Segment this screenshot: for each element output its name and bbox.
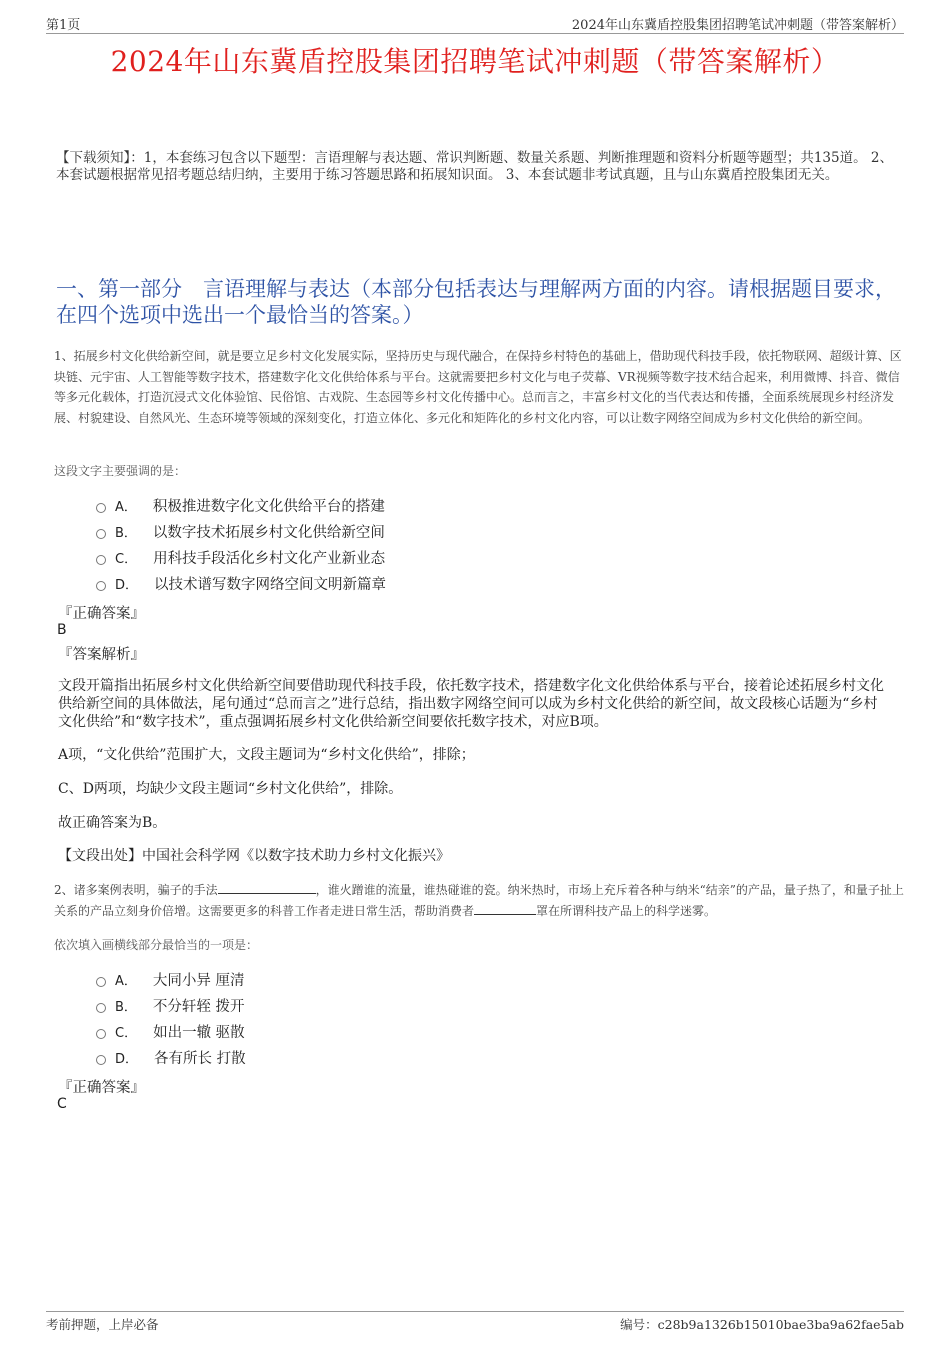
radio-icon[interactable]: [96, 503, 106, 513]
question-1-answer: B: [57, 622, 67, 638]
radio-icon[interactable]: [96, 977, 106, 987]
document-title: 2024年山东冀盾控股集团招聘笔试冲刺题（带答案解析）: [110, 45, 840, 78]
question-1-stem: 这段文字主要强调的是：: [54, 464, 187, 478]
question-2-stem: 依次填入画横线部分最恰当的一项是：: [54, 938, 259, 952]
question-1-answer-label: 『正确答案』: [58, 606, 145, 622]
question-1-source: 【文段出处】中国社会科学网《以数字技术助力乡村文化振兴》: [58, 848, 450, 864]
question-2-answer-label: 『正确答案』: [58, 1080, 145, 1096]
radio-icon[interactable]: [96, 1029, 106, 1039]
option-d[interactable]: D． 各有所长 打散: [96, 1044, 246, 1070]
header-divider: [46, 33, 904, 34]
question-1-analysis-para-1: 文段开篇指出拓展乡村文化供给新空间要借助现代科技手段，依托数字技术，搭建数字化文化供给体系与平台，接着论述拓展乡村文化供给新空间的具体做法，尾句通过“总而言之”进行总结，指出数字网络空间可以成为乡村文化供给的新空间，故文段核心话题为“乡村文化供给”和“数字技术”，重点强调拓展乡村文化供给新空间要依托数字技术，对应B项。: [58, 678, 884, 730]
header-doc-title: 2024年山东冀盾控股集团招聘笔试冲刺题（带答案解析）: [571, 18, 904, 33]
section-heading: 一、第一部分 言语理解与表达（本部分包括表达与理解两方面的内容。请根据题目要求，在四个选项中选出一个最恰当的答案。）: [56, 277, 896, 327]
fill-blank-1: [218, 881, 316, 894]
radio-icon[interactable]: [96, 529, 106, 539]
option-b[interactable]: B． 以数字技术拓展乡村文化供给新空间: [96, 518, 386, 544]
question-1-analysis-para-3: C、D两项，均缺少文段主题词“乡村文化供给”，排除。: [58, 781, 403, 797]
option-b[interactable]: B． 不分轩轾 拨开: [96, 992, 246, 1018]
fill-blank-2: [474, 902, 536, 915]
question-2-options: [96, 966, 246, 1070]
option-d[interactable]: D． 以技术谱写数字网络空间文明新篇章: [96, 570, 386, 596]
radio-icon[interactable]: [96, 581, 106, 591]
footer-slogan: 考前押题，上岸必备: [46, 1317, 159, 1332]
question-2-answer: C: [57, 1096, 67, 1112]
option-a[interactable]: A． 积极推进数字化文化供给平台的搭建: [96, 492, 386, 518]
question-1-options: [96, 492, 386, 596]
footer-doc-id: 编号：c28b9a1326b15010bae3ba9a62fae5ab: [620, 1317, 904, 1332]
radio-icon[interactable]: [96, 555, 106, 565]
page-number: 第1页: [46, 18, 81, 33]
footer-divider: [46, 1311, 904, 1312]
option-c[interactable]: C． 用科技手段活化乡村文化产业新业态: [96, 544, 386, 570]
question-2-text: 2、诸多案例表明，骗子的手法 ，谁火蹭谁的流量，谁热碰谁的瓷。纳米热时，市场上充斥着各种与纳米“结亲”的产品，量子热了，和量子扯上关系的产品立刻身价倍增。这需要更多的科普工作者走进日常生活，帮助消费者 罩在所谓科技产品上的科学迷雾。: [54, 883, 904, 918]
radio-icon[interactable]: [96, 1003, 106, 1013]
download-notice: 【下载须知】：1，本套练习包含以下题型：言语理解与表达题、常识判断题、数量关系题、判断推理题和资料分析题等题型；共135道。 2、本套试题根据常见招考题总结归纳，主要用于练习答题思路和拓展知识面。 3、本套试题非考试真题，且与山东冀盾控股集团无关。: [56, 150, 893, 183]
question-1-analysis-para-2: A项，“文化供给”范围扩大，文段主题词为“乡村文化供给”，排除；: [58, 747, 475, 763]
radio-icon[interactable]: [96, 1055, 106, 1065]
page-header: [46, 14, 904, 34]
page-footer: [46, 1315, 904, 1335]
option-c[interactable]: C． 如出一辙 驱散: [96, 1018, 246, 1044]
question-1-analysis-label: 『答案解析』: [58, 647, 145, 663]
option-a[interactable]: A． 大同小异 厘清: [96, 966, 246, 992]
question-1-analysis-para-4: 故正确答案为B。: [58, 815, 167, 831]
question-1-text: 1、拓展乡村文化供给新空间，就是要立足乡村文化发展实际，坚持历史与现代融合，在保持乡村特色的基础上，借助现代科技手段，依托物联网、超级计算、区块链、元宇宙、人工智能等数字技术，搭建数字化文化供给体系与平台。这就需要把乡村文化与电子荧幕、VR视频等数字技术结合起来，利用微博、抖音、微信等多元化载体，打造沉浸式文化体验馆、民俗馆、古戏院、生态园等乡村文化传播中心。总而言之，丰富乡村文化的当代表达和传播，全面系统展现乡村经济发展、村貌建设、自然风光、生态环境等领域的深刻变化，打造立体化、多元化和矩阵化的乡村文化内容，可以让数字网络空间成为乡村文化供给的新空间。: [54, 349, 902, 425]
